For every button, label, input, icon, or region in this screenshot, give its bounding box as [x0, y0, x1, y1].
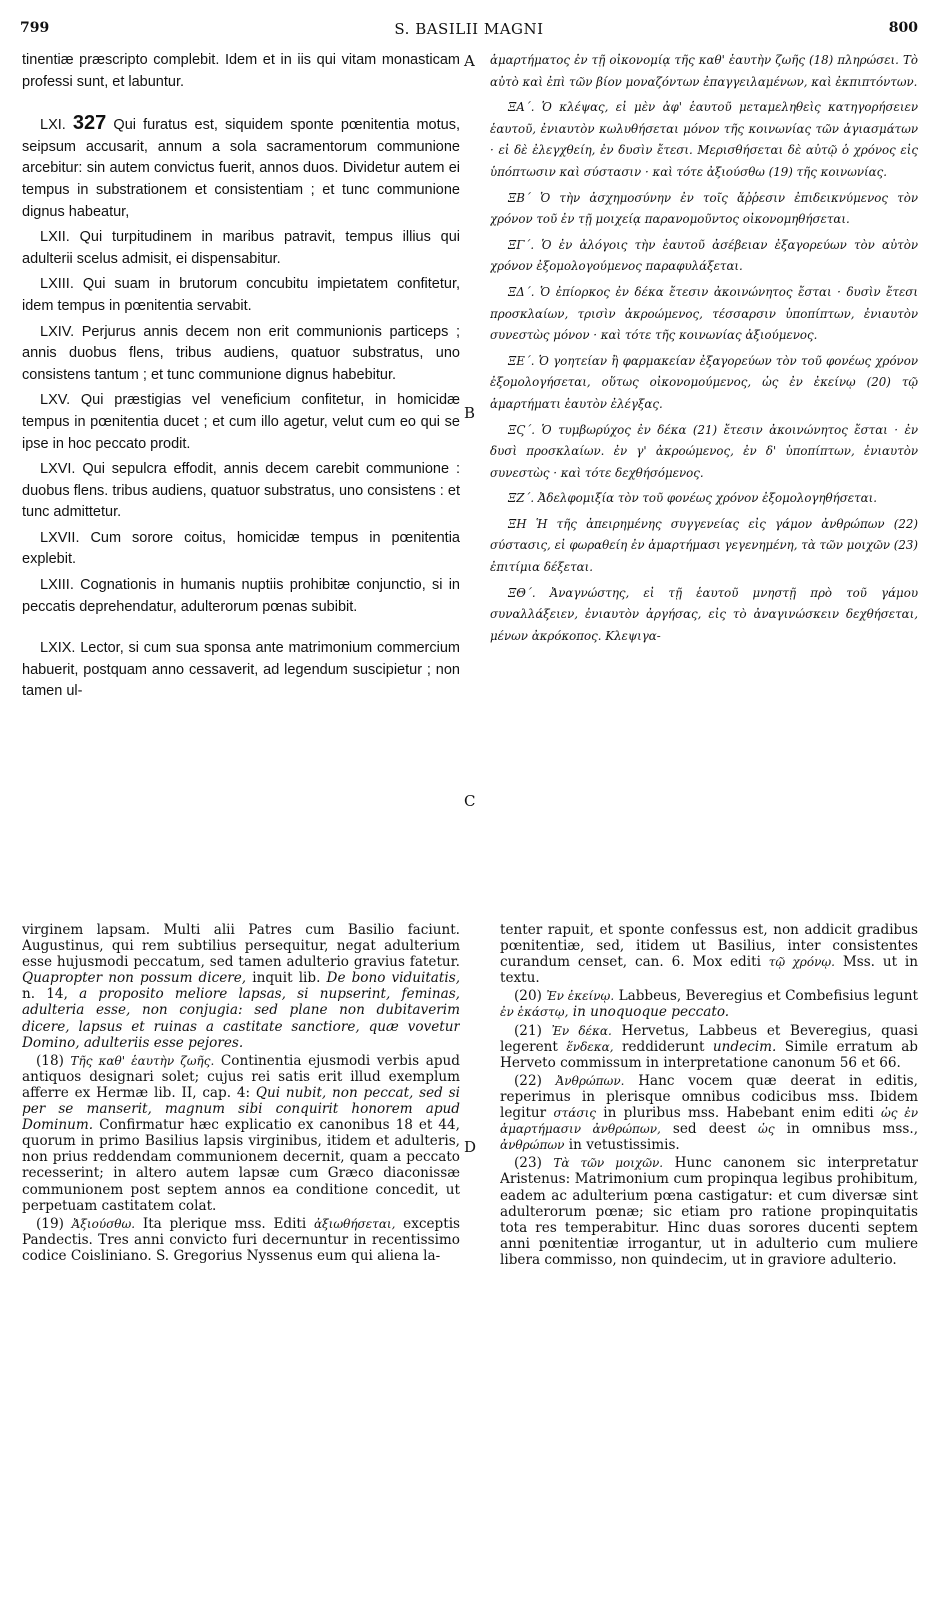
page-number-right: 800: [888, 20, 918, 36]
greek-canon-67: ΞΖ΄. Ἀδελφομιξία τὸν τοῦ φονέως χρόνον ἐξομολογηθήσεται.: [508, 491, 877, 506]
footnote-quote: Qui nubit, non peccat, sed si per se manserit, magnum sibi conquirit honorem apud Dominum.: [22, 1084, 460, 1134]
footnote-text: Hanc vocem quæ deerat in editis, reperimus in plerisque omnibus codicibus mss. Ibidem legitur: [500, 1072, 918, 1122]
footnote-number: (23): [514, 1155, 542, 1172]
footnote-greek: ὡς: [758, 1122, 775, 1137]
greek-paragraph-intro: ἁμαρτήματος ἐν τῇ οἰκονομίᾳ τῆς καθ' ἑαυτὴν ζωῆς (18) πληρώσει. Τὸ αὐτὸ καὶ ἐπὶ τῶν βίον μοναζόντων ἐπαγγειλαμένων, καὶ ἐκπιπτόντων.: [490, 53, 918, 89]
footnote-number: (20): [514, 988, 542, 1005]
footnote-greek: ἕνδεκα,: [566, 1039, 614, 1054]
latin-canon-69: LXIX. Lector, si cum sua sponsa ante matrimonium commercium habuerit, postquam anno cessaverit, ad legendum suscipietur ; non tamen ul-: [22, 640, 460, 700]
footnote-text: virginem lapsam. Multi alii Patres cum Basilio faciunt. Augustinus, qui rem subtilius persequitur, negat adulterium esse hujusmodi peccatum, sed tamen adulterio gravius fatetur.: [22, 922, 460, 971]
footnote-text: n. 14,: [22, 986, 68, 1003]
footnote-number: (19): [36, 1215, 64, 1232]
footnote-23: [500, 1155, 918, 1268]
greek-canon-68: ΞΗ Ἡ τῆς ἀπειρημένης συγγενείας εἰς γάμον ἀνθρώπων (22) σύστασις, εἰ φωραθείη ἐν ἁμαρτήμασι γεγενημένη, τὰ τῶν μοιχῶν (23) ἐπιτίμια δέξεται.: [490, 516, 918, 575]
latin-canon-62: LXII. Qui turpitudinem in maribus patravit, tempus illius qui adulterii scelus admisit, ei dispensabitur.: [22, 229, 460, 267]
footnote-text: Ita plerique mss. Editi: [142, 1215, 307, 1232]
footnote-text: exceptis Pandectis. Tres anni convicto furi decernuntur in recentissimo codice Coisliniano. S. Gregorius Nyssenus eum qui aliena la-: [22, 1215, 460, 1264]
footnote-text: Mss. ut in textu.: [500, 954, 918, 987]
footnote-text: Simile erratum ab Herveto commissum in interpretatione canonum 56 et 66.: [500, 1038, 918, 1071]
footnote-lemma: Ἀνθρώπων.: [555, 1073, 625, 1088]
footnote-greek: ὡς ἐν ἁμαρτήμασιν ἀνθρώπων,: [500, 1106, 918, 1137]
running-title: S. BASILII MAGNI: [394, 20, 544, 38]
latin-canon-67: LXVII. Cum sorore coitus, homicidæ tempus in pœnitentia explebit.: [22, 529, 460, 568]
footnote-text: tenter rapuit, et sponte confessus est, non addicit gradibus pœnitentiæ, sed, itidem ut Basilius, inter consistentes curandum censet, can. 6. Mox editi: [500, 922, 918, 971]
footnote-lemma: Τὰ τῶν μοιχῶν.: [553, 1156, 664, 1171]
footnote-quote: Quapropter non possum dicere,: [22, 970, 247, 987]
margin-letter-c: C: [464, 792, 476, 810]
footnote-21: [500, 1023, 918, 1071]
footnote-text: sed deest: [672, 1121, 746, 1138]
footnote-lemma: Τῆς καθ' ἑαυτὴν ζωῆς.: [70, 1053, 215, 1068]
latin-text-column: [22, 50, 460, 910]
footnote-text: in pluribus mss. Habebant enim editi: [603, 1105, 874, 1122]
footnote-lemma: Ἐν ἐκείνῳ.: [546, 989, 615, 1004]
greek-canon-62: ΞΒ΄ Ὁ τὴν ἀσχημοσύνην ἐν τοῖς ἄῤῥεσιν ἐπιδεικνύμενος τὸν χρόνον τοῦ ἐν τῇ μοιχείᾳ παρανομοῦντος οἰκονομηθήσεται.: [490, 190, 918, 227]
latin-canon-65: LXV. Qui præstigias vel veneficium confitetur, in homicidæ tempus in pœnitentia ducet ; et cum illo agetur, velut cum eo qui se ipse in hoc peccato prodit.: [22, 392, 460, 452]
canon-number: LXI.: [40, 117, 66, 134]
footnote-text: reddiderunt: [621, 1038, 705, 1055]
footnote-translation: in unoquoque peccato.: [572, 1004, 730, 1021]
footnote-greek: ἐν ἑκάστῳ,: [500, 1005, 569, 1020]
footnotes-right-column: [500, 922, 918, 1594]
footnote-number: (18): [36, 1052, 64, 1069]
footnote-number: (21): [514, 1022, 542, 1039]
margin-letter-b: B: [464, 404, 476, 422]
margin-letter-d: D: [464, 1138, 477, 1156]
margin-letter-a: A: [464, 52, 475, 70]
footnote-quote: a proposito meliore lapsas, si nupserint, feminas, adulteria esse, non conjugia: sed plane non dubitaverim dicere, lapsus et ruinas a castitate sanctiore, quæ vovetur Domino, adulteriis esse pejores.: [22, 986, 460, 1051]
column-reference-number: 327: [72, 112, 107, 135]
footnote-text: Hunc canonem sic interpretatur Aristenus: Matrimonium cum propinqua legibus prohibitum, eadem ac adulterium pœna castigatur: et cum diversæ sint adulterorum pœnæ; sic etiam pro ratione propinquitatis tota res temperabitur. Hinc duas sorores ducenti septem anni pœnitentiæ irrogantur, ut in adulterio cum muliere libera commisso, non quindecim, ut in graviore adulterio.: [500, 1155, 918, 1268]
greek-canon-65: ΞΕ΄. Ὁ γοητείαν ἢ φαρμακείαν ἐξαγορεύων τὸν τοῦ φονέως χρόνον ἐξομολογήσεται, οὕτως οἰκονομούμενος, ὡς ἐν ἐκείνῳ (20) τῷ ἁμαρτήματι ἑαυτὸν ἐλέγξας.: [490, 353, 918, 411]
footnote-text: in vetustissimis.: [568, 1137, 680, 1154]
latin-canon-63: LXIII. Qui suam in brutorum concubitu impietatem confitetur, idem tempus in pœnitentia servabit.: [22, 276, 460, 314]
footnote-greek: στάσις: [553, 1106, 597, 1121]
footnote-greek: τῷ χρόνῳ.: [768, 955, 835, 970]
footnotes-left-column: [22, 922, 460, 1594]
footnote-22: [500, 1073, 918, 1153]
footnote-text: inquit lib.: [252, 970, 321, 987]
footnote-translation: undecim.: [712, 1038, 777, 1055]
greek-canon-61: ΞΑ΄. Ὁ κλέψας, εἰ μὲν ἀφ' ἑαυτοῦ μεταμεληθεὶς κατηγορήσειεν ἑαυτοῦ, ἐνιαυτὸν κωλυθήσεται μόνον τῆς κοινωνίας τῶν ἁγιασμάτων · εἰ δὲ ἐλεγχθείη, ἐν δυσὶν ἔτεσι. Μερισθήσεται δὲ αὐτῷ ὁ χρόνος εἰς ὑπόπτωσιν καὶ σύστασιν · καὶ τότε ἀξιούσθω (19) τῆς κοινωνίας.: [490, 100, 918, 179]
footnote-continuation: [22, 922, 460, 1051]
greek-canon-64: ΞΔ΄. Ὁ ἐπίορκος ἐν δέκα ἔτεσιν ἀκοινώνητος ἔσται · δυσὶν ἔτεσι προσκλαίων, τρισὶν ἀκροώμενος, τέσσαρσιν ὑποπίπτων, ἐνιαυτὸν συνεστὼς μόνον · καὶ τότε τῆς κοινωνίας ἀξιούμενος.: [490, 284, 918, 343]
latin-canon-66: LXVI. Qui sepulcra effodit, annis decem carebit communione : duobus flens. tribus audiens, quatuor substratus, uno consistens : et tunc admittetur.: [22, 461, 460, 521]
footnote-greek: ἀνθρώπων: [500, 1138, 565, 1153]
greek-canon-63: ΞΓ΄. Ὁ ἐν ἀλόγοις τὴν ἑαυτοῦ ἀσέβειαν ἐξαγορεύων τὸν αὐτὸν χρόνον ἐξομολογούμενος παραφυλάξεται.: [490, 237, 918, 274]
greek-text-column: [490, 50, 918, 910]
footnote-19: [22, 1216, 460, 1264]
footnote-work-title: De bono viduitatis,: [326, 970, 460, 987]
latin-paragraph-intro: tinentiæ præscripto complebit. Idem et in iis qui vitam monasticam professi sunt, et labuntur.: [22, 52, 460, 90]
footnote-greek: ἀξιωθήσεται,: [313, 1216, 396, 1231]
page-header: [20, 10, 918, 40]
latin-canon-64: LXIV. Perjurus annis decem non erit communionis particeps ; annis duobus flens, tribus audiens, quatuor substratus, uno consistens tantum ; et tunc communione dignus habebitur.: [22, 323, 460, 383]
footnote-text: Confirmatur hæc explicatio ex canonibus 18 et 44, quorum in primo Basilius lapsis virginibus, itidem et adulteris, non prius reddendam communionem decernit, quam a peccato recesserint; in altero autem lapsæ cum Græco diaconissæ communionem post septem annos ea conditione concedit, ut perpetuam castitatem colat.: [22, 1117, 460, 1214]
latin-canon-61: [22, 113, 460, 223]
greek-canon-69: ΞΘ΄. Ἀναγνώστης, εἰ τῇ ἑαυτοῦ μνηστῇ πρὸ τοῦ γάμου συναλλάξειεν, ἐνιαυτὸν ἀργήσας, εἰς τὸ ἀναγινώσκειν δεχθήσεται, μένων ἀκρόκοπος. Κλεψιγα-: [490, 585, 918, 643]
footnote-text: in omnibus mss.,: [786, 1121, 918, 1138]
footnote-text: Hervetus, Labbeus et Beveregius, quasi legerent: [500, 1022, 918, 1055]
footnote-continuation: [500, 922, 918, 986]
footnote-number: (22): [514, 1072, 542, 1089]
greek-canon-66: ΞϚ΄. Ὁ τυμβωρύχος ἐν δέκα (21) ἔτεσιν ἀκοινώνητος ἔσται · ἐν δυσὶ προσκλαίων. ἐν γ' ἀκροώμενος, ἐν δ' ὑποπίπτων, ἐνιαυτὸν συνεστὼς · καὶ τότε δεχθήσόμενος.: [490, 422, 918, 480]
latin-canon-68: LXIII. Cognationis in humanis nuptiis prohibitæ conjunctio, si in peccatis deprehendatur, adulterorum pœnas subibit.: [22, 577, 460, 615]
footnote-lemma: Ἀξιούσθω.: [71, 1216, 136, 1231]
canon-text: Qui furatus est, siquidem sponte pœnitentia motus, seipsum accusarit, annum a sola sacramentorum communione arcebitur: sin autem convictus fuerit, annos duos. Dividetur autem ei tempus in substrationem et consistentiam ; et tunc communione dignus habeatur,: [22, 117, 460, 220]
footnote-text: Labbeus, Beveregius et Combefisius legunt: [618, 988, 918, 1005]
page-number-left: 799: [20, 20, 50, 36]
footnote-18: [22, 1053, 460, 1214]
footnote-20: [500, 988, 918, 1020]
footnote-text: Continentia ejusmodi verbis apud antiquos designari solet; cujus rei satis erit illud exemplum afferre ex Hermæ lib. II, cap. 4:: [22, 1052, 460, 1101]
footnote-lemma: Ἐν δέκα.: [551, 1023, 612, 1038]
